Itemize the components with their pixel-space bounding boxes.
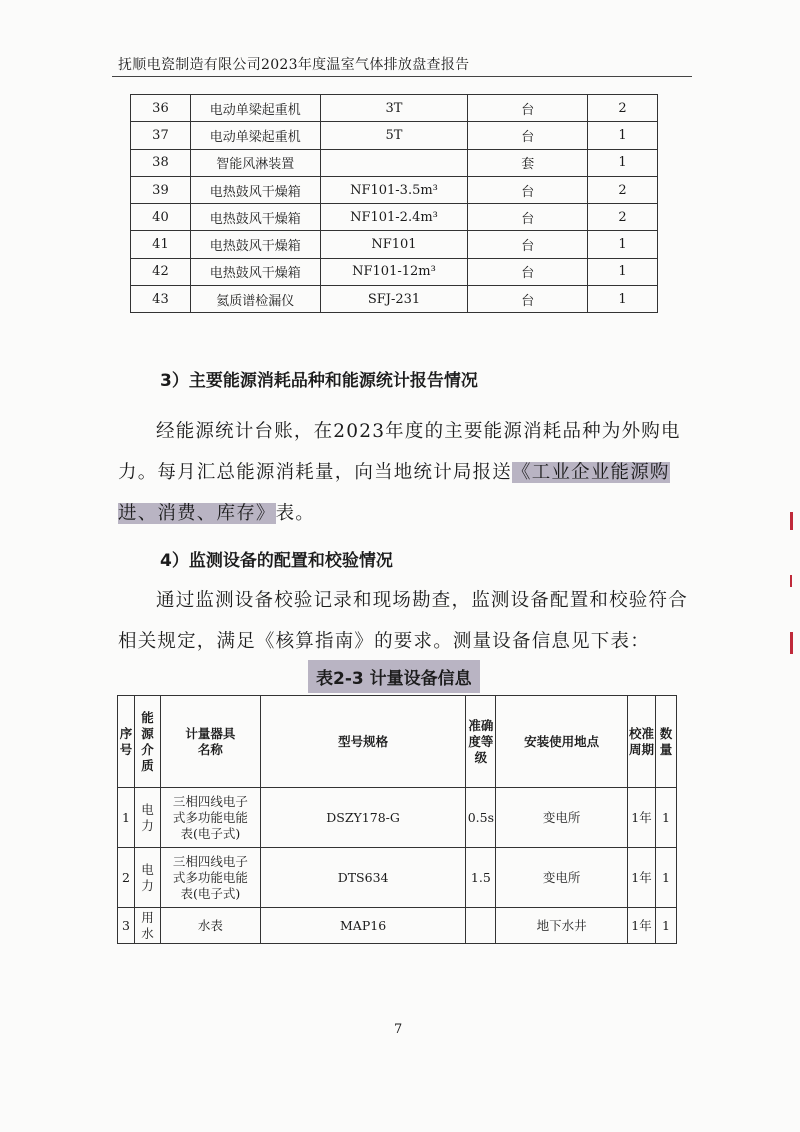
equipment-no-cell: 38 <box>131 149 191 176</box>
table-row <box>131 176 658 203</box>
header-medium: 能源介质 <box>134 696 160 788</box>
section4-heading: 4）监测设备的配置和校验情况 <box>160 551 393 571</box>
meter-model-cell: DTS634 <box>260 848 466 908</box>
equipment-qty-cell: 2 <box>588 95 658 122</box>
page-number: 7 <box>394 1022 403 1037</box>
meter-medium-cell: 电力 <box>134 788 160 848</box>
meter-no-cell: 1 <box>118 788 135 848</box>
section4-line1: 通过监测设备校验记录和现场勘查，监测设备配置和校验符合 <box>156 590 688 611</box>
highlighted-form-name-cont: 进、消费、库存》 <box>118 503 276 524</box>
header-name: 计量器具名称 <box>160 696 260 788</box>
equipment-qty-cell: 1 <box>588 231 658 258</box>
meter-no-cell: 2 <box>118 848 135 908</box>
meter-period-cell: 1年 <box>628 788 656 848</box>
equipment-unit-cell: 台 <box>468 176 588 203</box>
table-row <box>131 204 658 231</box>
equipment-unit-cell: 台 <box>468 258 588 285</box>
equipment-unit-cell: 套 <box>468 149 588 176</box>
table-row <box>118 848 677 908</box>
meter-medium-cell: 用水 <box>134 908 160 944</box>
stamp-edge-mark <box>790 512 793 530</box>
table-row <box>118 908 677 944</box>
equipment-model-cell: NF101-2.4m³ <box>320 204 468 231</box>
equipment-unit-cell: 台 <box>468 204 588 231</box>
equipment-qty-cell: 2 <box>588 204 658 231</box>
header-location: 安装使用地点 <box>496 696 628 788</box>
section3-line3 <box>118 493 688 534</box>
meter-model-cell: DSZY178-G <box>260 788 466 848</box>
equipment-qty-cell: 2 <box>588 176 658 203</box>
equipment-no-cell: 39 <box>131 176 191 203</box>
meter-qty-cell: 1 <box>655 908 676 944</box>
equipment-name-cell: 电热鼓风干燥箱 <box>190 204 320 231</box>
meter-no-cell: 3 <box>118 908 135 944</box>
table-row <box>131 258 658 285</box>
section3-heading: 3）主要能源消耗品种和能源统计报告情况 <box>160 371 478 391</box>
section4-paragraph <box>118 580 688 662</box>
header-period: 校准周期 <box>628 696 656 788</box>
section3-line1: 经能源统计台账，在2023年度的主要能源消耗品种为外购电 <box>156 421 681 442</box>
meter-name-cell: 水表 <box>160 908 260 944</box>
meter-qty-cell: 1 <box>655 848 676 908</box>
header-rule <box>112 76 692 77</box>
stamp-edge-mark <box>790 575 792 587</box>
header-model: 型号规格 <box>260 696 466 788</box>
section3-line2 <box>118 452 688 493</box>
meter-period-cell: 1年 <box>628 908 656 944</box>
equipment-qty-cell: 1 <box>588 122 658 149</box>
meter-name-cell: 三相四线电子式多功能电能表(电子式) <box>160 788 260 848</box>
equipment-unit-cell: 台 <box>468 122 588 149</box>
meter-location-cell: 变电所 <box>496 848 628 908</box>
meter-table <box>117 695 677 944</box>
section3-line2-text: 力。每月汇总能源消耗量，向当地统计局报送 <box>118 462 513 483</box>
equipment-model-cell: NF101 <box>320 231 468 258</box>
meter-name-cell: 三相四线电子式多功能电能表(电子式) <box>160 848 260 908</box>
equipment-name-cell: 智能风淋装置 <box>190 149 320 176</box>
meter-header-row <box>118 696 677 788</box>
section3-line3-text: 表。 <box>275 503 316 524</box>
header-qty: 数量 <box>655 696 676 788</box>
equipment-model-cell: 5T <box>320 122 468 149</box>
meter-accuracy-cell: 0.5s <box>466 788 496 848</box>
equipment-name-cell: 电动单梁起重机 <box>190 95 320 122</box>
equipment-no-cell: 41 <box>131 231 191 258</box>
equipment-model-cell: 3T <box>320 95 468 122</box>
meter-location-cell: 地下水井 <box>496 908 628 944</box>
equipment-model-cell: NF101-12m³ <box>320 258 468 285</box>
highlighted-form-name: 《工业企业能源购 <box>512 462 670 483</box>
equipment-no-cell: 43 <box>131 286 191 313</box>
equipment-name-cell: 电热鼓风干燥箱 <box>190 176 320 203</box>
meter-accuracy-cell: 1.5 <box>466 848 496 908</box>
table-row <box>131 286 658 313</box>
equipment-qty-cell: 1 <box>588 149 658 176</box>
meter-accuracy-cell <box>466 908 496 944</box>
header-accuracy: 准确度等级 <box>466 696 496 788</box>
equipment-qty-cell: 1 <box>588 258 658 285</box>
equipment-model-cell <box>320 149 468 176</box>
meter-location-cell: 变电所 <box>496 788 628 848</box>
equipment-name-cell: 电热鼓风干燥箱 <box>190 258 320 285</box>
equipment-model-cell: SFJ-231 <box>320 286 468 313</box>
table-row <box>118 788 677 848</box>
table-row <box>131 122 658 149</box>
meter-qty-cell: 1 <box>655 788 676 848</box>
equipment-qty-cell: 1 <box>588 286 658 313</box>
equipment-name-cell: 电热鼓风干燥箱 <box>190 231 320 258</box>
stamp-edge-mark <box>790 632 793 654</box>
section3-paragraph <box>118 411 688 534</box>
table-row <box>131 231 658 258</box>
meter-model-cell: MAP16 <box>260 908 466 944</box>
equipment-unit-cell: 台 <box>468 286 588 313</box>
equipment-no-cell: 36 <box>131 95 191 122</box>
section4-line2: 相关规定，满足《核算指南》的要求。测量设备信息见下表： <box>118 631 650 652</box>
meter-medium-cell: 电力 <box>134 848 160 908</box>
equipment-no-cell: 37 <box>131 122 191 149</box>
equipment-model-cell: NF101-3.5m³ <box>320 176 468 203</box>
table-row <box>131 95 658 122</box>
equipment-name-cell: 电动单梁起重机 <box>190 122 320 149</box>
equipment-table <box>130 94 658 313</box>
equipment-unit-cell: 台 <box>468 95 588 122</box>
equipment-unit-cell: 台 <box>468 231 588 258</box>
table-row <box>131 149 658 176</box>
header-no: 序号 <box>118 696 135 788</box>
equipment-no-cell: 42 <box>131 258 191 285</box>
page-header: 抚顺电瓷制造有限公司2023年度温室气体排放盘查报告 <box>118 57 470 73</box>
equipment-name-cell: 氦质谱检漏仪 <box>190 286 320 313</box>
table-title: 表2-3 计量设备信息 <box>308 660 480 693</box>
meter-period-cell: 1年 <box>628 848 656 908</box>
equipment-no-cell: 40 <box>131 204 191 231</box>
